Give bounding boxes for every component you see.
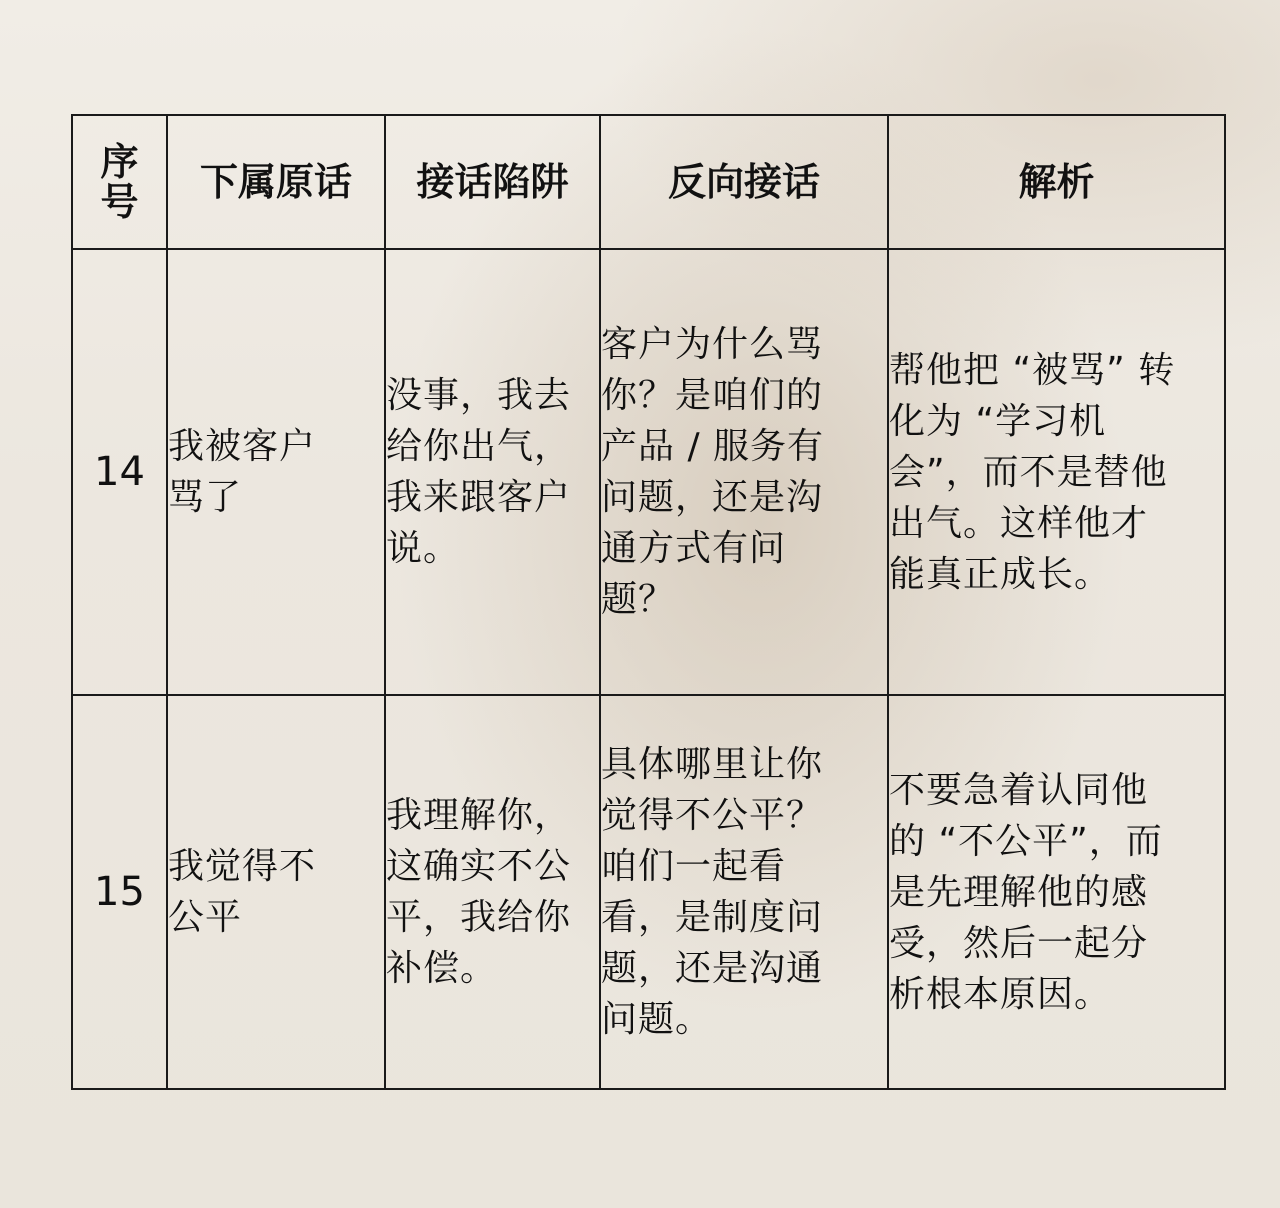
row-trap: [385, 249, 600, 695]
row-reverse-text: 客户为什么骂你？是咱们的产品 / 服务有问题，还是沟通方式有问题？: [601, 324, 825, 620]
row-seq: 15: [72, 695, 167, 1089]
row-original-text: 我被客户骂了: [168, 426, 317, 518]
row-analysis: [888, 249, 1225, 695]
comparison-table: [71, 114, 1226, 1090]
header-reverse: 反向接话: [600, 115, 888, 249]
row-trap-text: 我理解你，这确实不公平，我给你补偿。: [386, 795, 572, 989]
header-seq: [72, 115, 167, 249]
row-trap: [385, 695, 600, 1089]
row-reverse: [600, 249, 888, 695]
table-header-row: [72, 115, 1225, 249]
header-trap: 接话陷阱: [385, 115, 600, 249]
header-seq-label: 序号: [100, 140, 139, 224]
header-analysis: 解析: [888, 115, 1225, 249]
row-reverse: [600, 695, 888, 1089]
row-original: [167, 695, 385, 1089]
table-row: [72, 249, 1225, 695]
row-reverse-text: 具体哪里让你觉得不公平？咱们一起看看，是制度问题，还是沟通问题。: [601, 744, 824, 1040]
row-analysis-text: 不要急着认同他的 “不公平”，而是先理解他的感受，然后一起分析根本原因。: [889, 769, 1163, 1015]
row-trap-text: 没事，我去给你出气，我来跟客户说。: [386, 375, 572, 569]
row-seq: 14: [72, 249, 167, 695]
table-row: [72, 695, 1225, 1089]
row-original: [167, 249, 385, 695]
row-analysis-text: 帮他把 “被骂” 转化为 “学习机会”，而不是替他出气。这样他才能真正成长。: [889, 349, 1176, 595]
row-analysis: [888, 695, 1225, 1089]
header-original: 下属原话: [167, 115, 385, 249]
row-original-text: 我觉得不公平: [168, 846, 317, 938]
